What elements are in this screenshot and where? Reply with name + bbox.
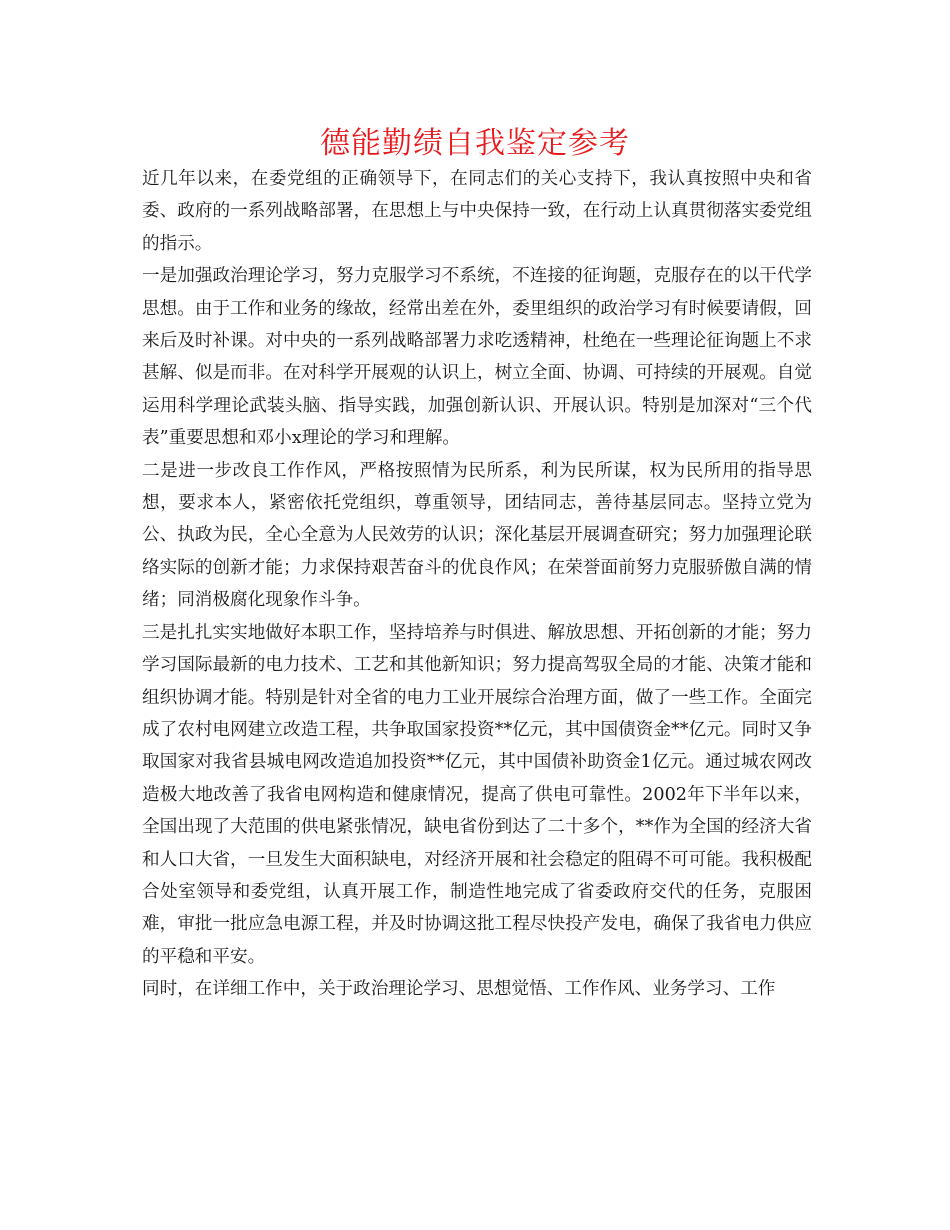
paragraph-summary: 同时，在详细工作中，关于政治理论学习、思想觉悟、工作作风、业务学习、工作	[142, 979, 776, 1000]
paragraph-study: 一是加强政治理论学习，努力克服学习不系统，不连接的征询题，克服存在的以干代学思想。由于工作和业务的缘故，经常出差在外，委里组织的政治学习有时候要请假，回来后及时补课。对中央的一系列战略部署力求吃透精神，杜绝在一些理论征询题上不求甚解、似是而非。在对科学开展观的认识上，树立全面、协调、可持续的开展观。自觉运用科学理论武装头脑、指导实践，加强创新认识、开展认识。特别是加深对“三个代表”重要思想和邓小x理论的学习和理解。	[142, 266, 812, 449]
document-body	[142, 163, 812, 1006]
paragraph-duties: 三是扎扎实实地做好本职工作，坚持培养与时俱进、解放思想、开拓创新的才能；努力学习国际最新的电力技术、工艺和其他新知识；努力提高驾驭全局的才能、决策才能和组织协调才能。特别是针对全省的电力工业开展综合治理方面，做了一些工作。全面完成了农村电网建立改造工程，共争取国家投资**亿元，其中国债资金**亿元。同时又争取国家对我省县城电网改造追加投资**亿元，其中国债补助资金1亿元。通过城农网改造极大地改善了我省电网构造和健康情况，提高了供电可靠性。2002年下半年以来，全国出现了大范围的供电紧张情况，缺电省份到达了二十多个，**作为全国的经济大省和人口大省，一旦发生大面积缺电，对经济开展和社会稳定的阻碍不可可能。我积极配合处室领导和委党组，认真开展工作，制造性地完成了省委政府交代的任务，克服困难，审批一批应急电源工程，并及时协调这批工程尽快投产发电，确保了我省电力供应的平稳和平安。	[142, 622, 812, 967]
paragraph-intro: 近几年以来，在委党组的正确领导下，在同志们的关心支持下，我认真按照中央和省委、政府的一系列战略部署，在思想上与中央保持一致，在行动上认真贯彻落实委党组的指示。	[142, 169, 812, 254]
paragraph-work-style: 二是进一步改良工作作风，严格按照情为民所系，利为民所谋，权为民所用的指导思想，要求本人，紧密依托党组织，尊重领导，团结同志，善待基层同志。坚持立党为公、执政为民，全心全意为人民效劳的认识；深化基层开展调查研究；努力加强理论联络实际的创新才能；力求保持艰苦奋斗的优良作风；在荣誉面前努力克服骄傲自满的情绪；同消极腐化现象作斗争。	[142, 460, 812, 611]
document-title: 德能勤绩自我鉴定参考	[320, 126, 630, 161]
